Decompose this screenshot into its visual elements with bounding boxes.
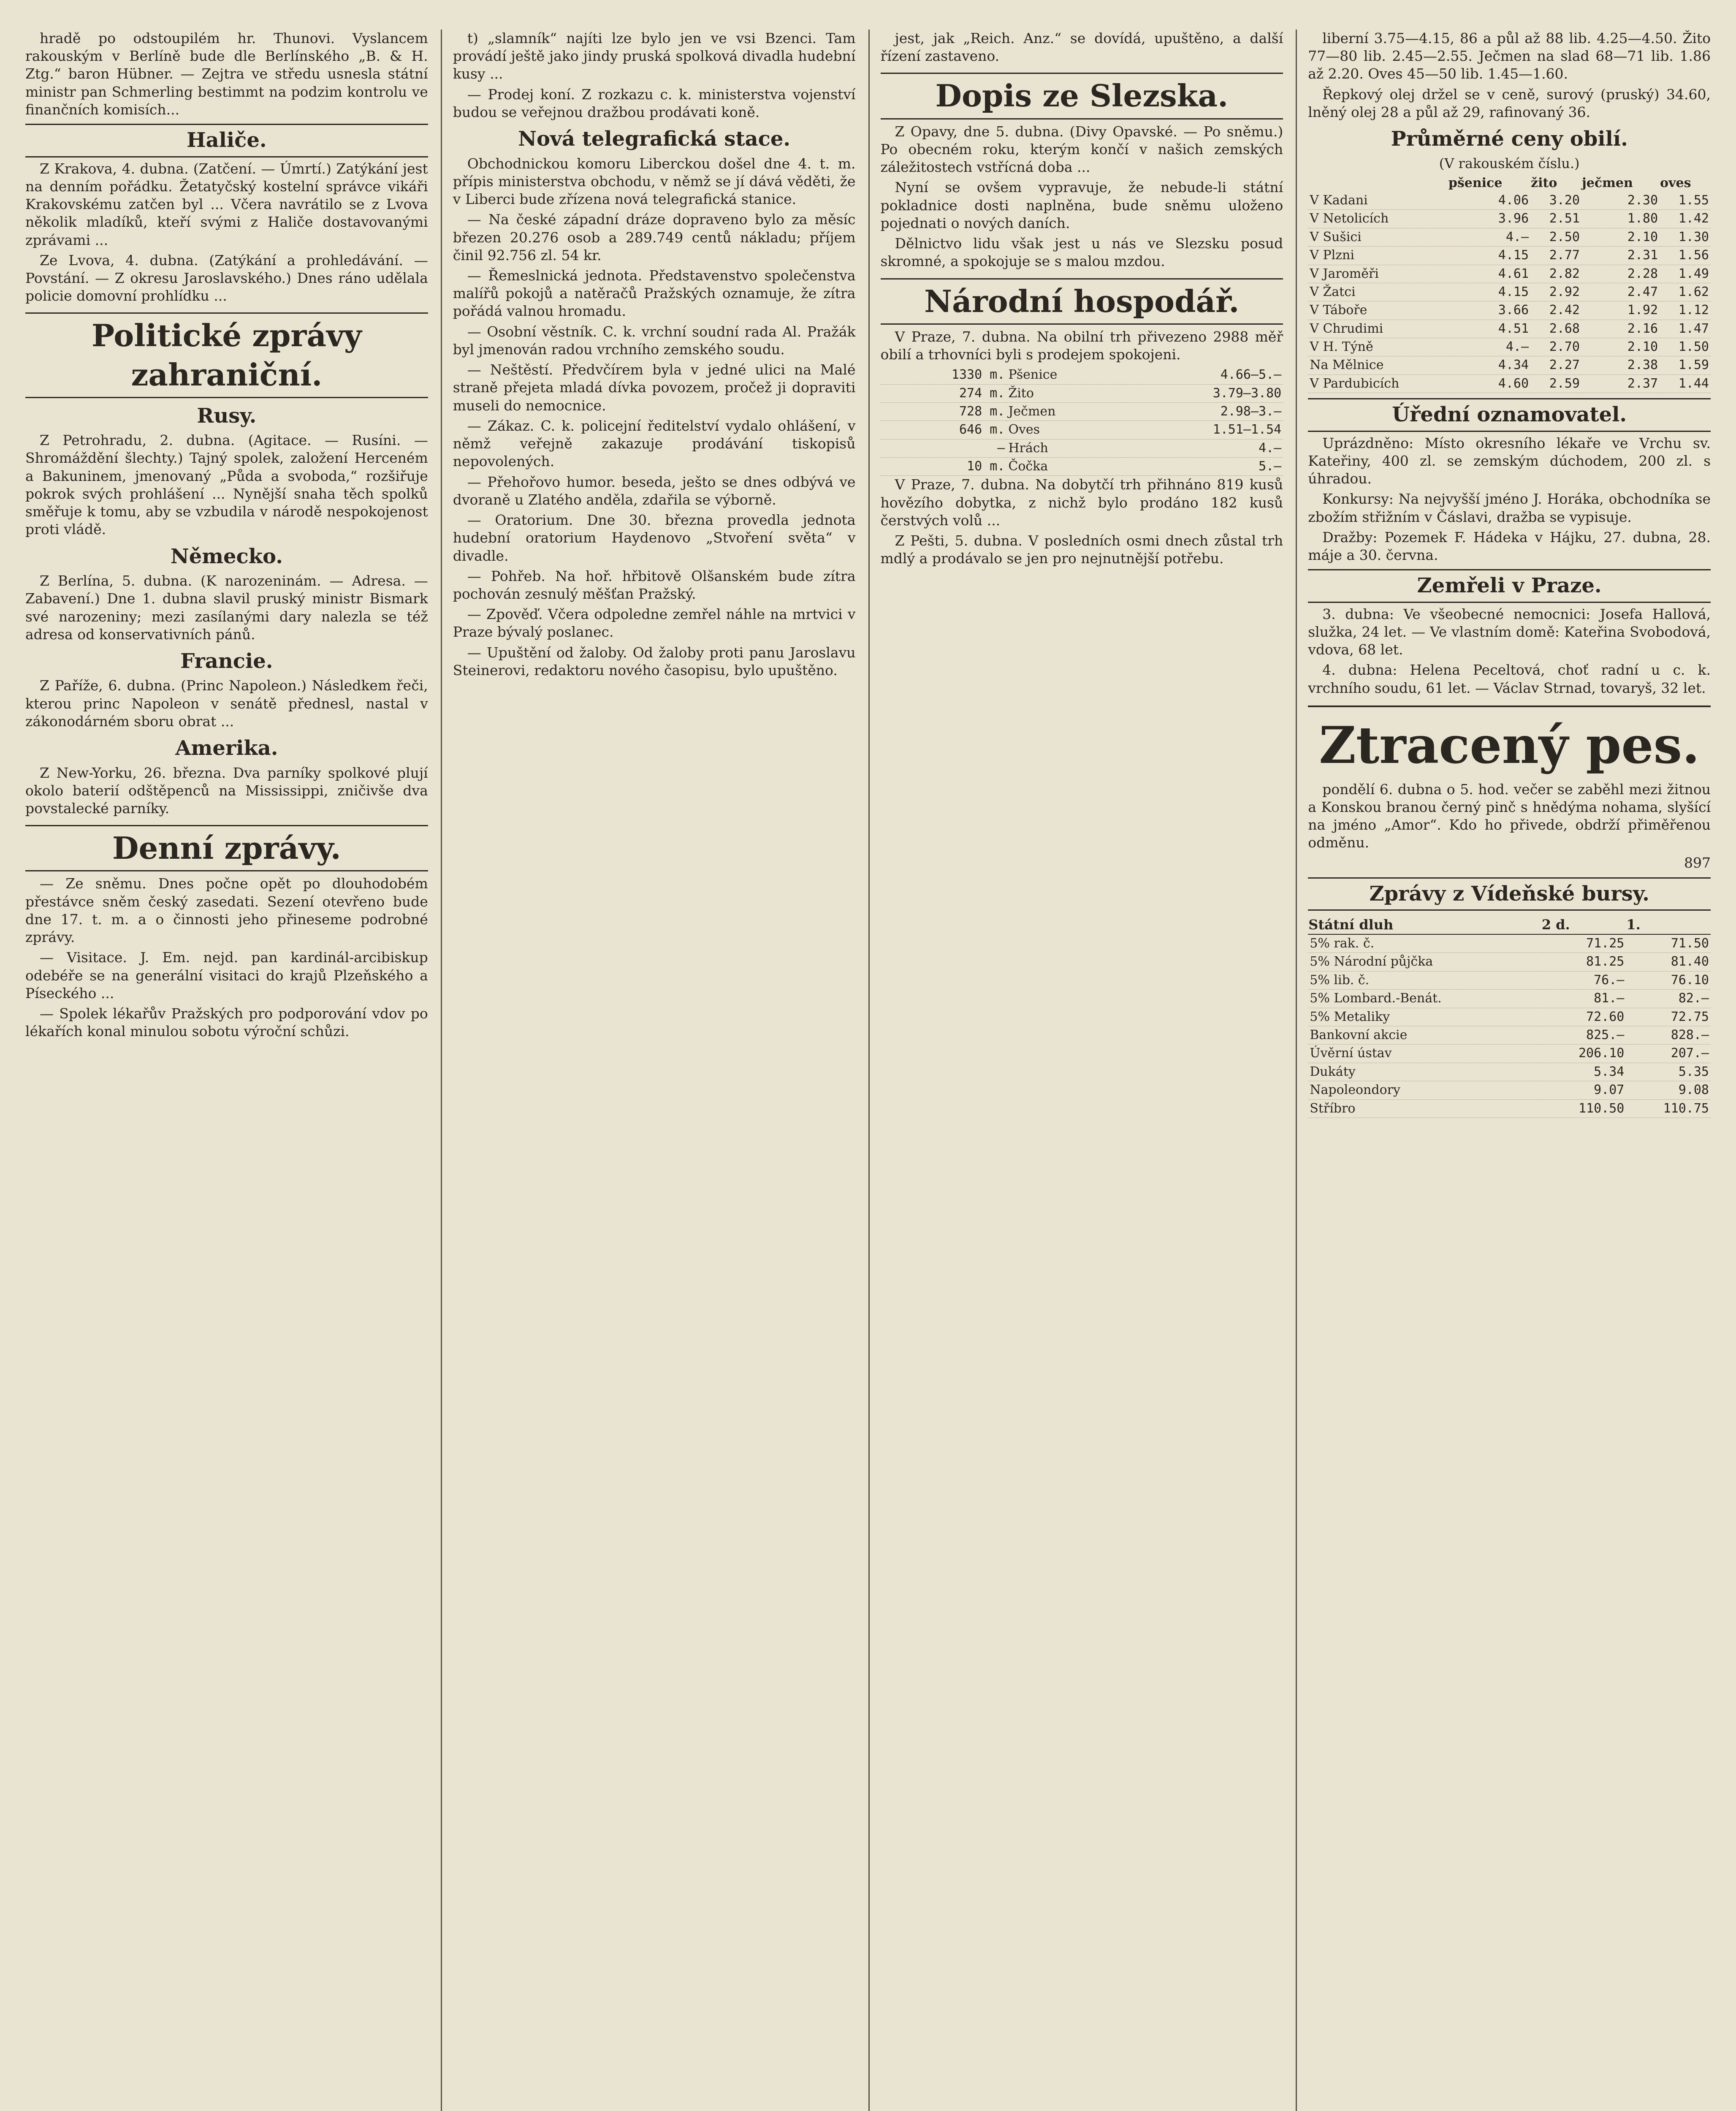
market-price: 3.79—3.80 bbox=[1123, 384, 1283, 402]
price-cell: 4.— bbox=[1448, 338, 1530, 356]
column-4 bbox=[1296, 30, 1711, 2111]
article-text: Z Opavy, dne 5. dubna. (Divy Opavské. — Po sněmu.) Po obecném roku, kterým končí v našich zemských záležitostech vstřícná doba ... bbox=[880, 123, 1283, 176]
town-cell: Na Mělnice bbox=[1308, 356, 1448, 374]
market-item: Pšenice bbox=[1006, 366, 1123, 384]
market-quantity: 728 m. bbox=[881, 402, 1007, 421]
price-cell: 1.12 bbox=[1660, 301, 1711, 320]
town-cell: V Sušici bbox=[1308, 228, 1448, 246]
town-cell: V Jaroměři bbox=[1308, 265, 1448, 283]
rate-cell: 9.08 bbox=[1626, 1081, 1711, 1099]
grain-price-table bbox=[1308, 175, 1711, 393]
table-row bbox=[1308, 1045, 1711, 1063]
price-cell: 2.31 bbox=[1581, 247, 1660, 265]
price-cell: 2.37 bbox=[1581, 374, 1660, 393]
town-cell: V Plzni bbox=[1308, 247, 1448, 265]
market-price: 4.66—5.— bbox=[1123, 366, 1283, 384]
price-cell: 1.55 bbox=[1660, 192, 1711, 210]
article-text: Z Petrohradu, 2. dubna. (Agitace. — Rusíni. — Shromáždění šlechty.) Tajný spolek, založení Herceném a Bakuninem, jmenovaný „Půda a svoboda,“ rozšiřuje pokrok svých prohlášení ... Nynější snaha těch spolků směřuje k tomu, aby se vzbudila v národě nespokojenost proti vládě. bbox=[25, 432, 428, 538]
section-heading: Haliče. bbox=[25, 124, 428, 157]
column-3 bbox=[868, 30, 1283, 2111]
section-heading: Národní hospodář. bbox=[881, 278, 1283, 325]
security-cell: Bankovní akcie bbox=[1308, 1026, 1541, 1045]
section-heading: Amerika. bbox=[175, 736, 278, 760]
column-header bbox=[1308, 175, 1448, 192]
article-text: Ze Lvova, 4. dubna. (Zatýkání a prohledávání. — Povstání. — Z okresu Jaroslavského.) Dnes ráno udělala policie domovní prohlídku ... bbox=[25, 252, 428, 304]
town-cell: V Žatci bbox=[1308, 283, 1448, 301]
price-cell: 2.10 bbox=[1581, 228, 1660, 246]
security-cell: Dukáty bbox=[1308, 1063, 1541, 1081]
rate-cell: 82.— bbox=[1626, 990, 1711, 1008]
price-cell: 1.56 bbox=[1660, 247, 1711, 265]
article-text: — Ze sněmu. Dnes počne opět po dlouhodobém přestávce sněm český zasedati. Sezení otevřeno bude dne 17. t. m. a o činnosti jeho přineseme podrobné zprávy. bbox=[25, 875, 428, 946]
rate-cell: 207.— bbox=[1626, 1045, 1711, 1063]
town-cell: V Táboře bbox=[1308, 301, 1448, 320]
town-cell: V H. Týně bbox=[1308, 338, 1448, 356]
column-1 bbox=[25, 30, 428, 2111]
advertisement-text: pondělí 6. dubna o 5. hod. večer se zaběhl mezi žitnou a Konskou branou černý pinč s hnědýma nohama, slyšící na jméno „Amor“. Kdo ho přivede, obdrží přiměřenou odměnu. bbox=[1308, 781, 1711, 851]
market-item: Ječmen bbox=[1006, 402, 1123, 421]
column-header: oves bbox=[1660, 175, 1691, 190]
market-price: 2.98—3.— bbox=[1123, 402, 1283, 421]
article-text: — Zpověď. Včera odpoledne zemřel náhle na mrtvici v Praze bývalý poslanec. bbox=[453, 606, 856, 640]
rate-cell: 72.60 bbox=[1541, 1008, 1626, 1026]
article-text: — Pohřeb. Na hoř. hřbitově Olšanském bude zítra pochován zesnulý měšťan Pražský. bbox=[453, 567, 856, 602]
column-header: 2 d. bbox=[1541, 916, 1626, 934]
price-cell: 4.60 bbox=[1448, 374, 1530, 393]
section-heading: Rusy. bbox=[197, 404, 257, 428]
section-heading: Denní zprávy. bbox=[25, 825, 428, 871]
exchange-table bbox=[1308, 916, 1711, 1118]
market-quantity: 274 m. bbox=[881, 384, 1007, 402]
price-cell: 1.80 bbox=[1581, 210, 1660, 228]
column-2 bbox=[441, 30, 856, 2111]
rate-cell: 81.— bbox=[1541, 990, 1626, 1008]
market-quantity: — bbox=[881, 439, 1007, 457]
article-text: 3. dubna: Ve všeobecné nemocnici: Josefa Hallová, služka, 24 let. — Ve vlastním domě: Kateřina Svobodová, vdova, 68 let. bbox=[1308, 605, 1711, 658]
price-cell: 2.47 bbox=[1581, 283, 1660, 301]
table-row bbox=[1308, 283, 1711, 301]
price-cell: 4.— bbox=[1448, 228, 1530, 246]
table-row bbox=[881, 402, 1283, 421]
table-row bbox=[1308, 1026, 1711, 1045]
price-cell: 2.28 bbox=[1581, 265, 1660, 283]
article-text: — Visitace. J. Em. nejd. pan kardinál-arcibiskup odebéře se na generální visitaci do krajů Plzeňského a Píseckého ... bbox=[25, 949, 428, 1001]
security-cell: Úvěrní ústav bbox=[1308, 1045, 1541, 1063]
article-text: Dělnictvo lidu však jest u nás ve Slezsku posud skromné, a spokojuje se s malou mzdou. bbox=[880, 235, 1283, 270]
columns bbox=[25, 30, 1711, 2111]
rate-cell: 206.10 bbox=[1541, 1045, 1626, 1063]
article-text: liberní 3.75—4.15, 86 a půl až 88 lib. 4.25—4.50. Žito 77—80 lib. 2.45—2.55. Ječmen na slad 68—71 lib. 1.86 až 2.20. Oves 45—50 lib. 1.45—1.60. bbox=[1308, 30, 1711, 82]
rate-cell: 110.75 bbox=[1626, 1099, 1711, 1118]
article-text: — Upuštění od žaloby. Od žaloby proti panu Jaroslavu Steinerovi, redaktoru nového časopisu, bylo upuštěno. bbox=[453, 644, 856, 678]
security-cell: Stříbro bbox=[1308, 1099, 1541, 1118]
price-cell: 1.62 bbox=[1660, 283, 1711, 301]
market-quantity: 646 m. bbox=[881, 421, 1007, 439]
price-cell: 3.96 bbox=[1448, 210, 1530, 228]
article-text: — Neštěstí. Předvčírem byla v jedné ulici na Malé straně přejeta mladá dívka povozem, pročež ji dopraviti museli do nemocnice. bbox=[453, 361, 856, 414]
rate-cell: 71.50 bbox=[1626, 934, 1711, 953]
price-cell: 1.47 bbox=[1660, 320, 1711, 338]
price-cell: 1.49 bbox=[1660, 265, 1711, 283]
market-item: Hrách bbox=[1006, 439, 1123, 457]
table-row bbox=[1308, 210, 1711, 228]
rate-cell: 81.40 bbox=[1626, 953, 1711, 971]
section-heading: Úřední oznamovatel. bbox=[1308, 398, 1711, 431]
table-row bbox=[1308, 971, 1711, 989]
price-cell: 2.70 bbox=[1530, 338, 1581, 356]
table-row bbox=[1308, 990, 1711, 1008]
article-text: V Praze, 7. dubna. Na obilní trh přivezeno 2988 měř obilí a trhovníci byli s prodejem spokojeni. bbox=[880, 328, 1283, 363]
price-cell: 2.51 bbox=[1530, 210, 1581, 228]
column-header: pšenice bbox=[1448, 175, 1503, 190]
security-cell: Napoleondory bbox=[1308, 1081, 1541, 1099]
price-cell: 2.77 bbox=[1530, 247, 1581, 265]
section-heading: Zemřeli v Praze. bbox=[1308, 569, 1711, 602]
table-row bbox=[1308, 1081, 1711, 1099]
security-cell: 5% rak. č. bbox=[1308, 934, 1541, 953]
price-cell: 4.61 bbox=[1448, 265, 1530, 283]
section-heading: Francie. bbox=[180, 649, 273, 673]
article-text: — Osobní věstník. C. k. vrchní soudní rada Al. Pražák byl jmenován radou vrchního zemského soudu. bbox=[453, 323, 856, 358]
rate-cell: 9.07 bbox=[1541, 1081, 1626, 1099]
price-cell: 4.06 bbox=[1448, 192, 1530, 210]
section-subheading: (V rakouském číslu.) bbox=[1439, 155, 1580, 171]
table-row bbox=[881, 421, 1283, 439]
table-row bbox=[1308, 265, 1711, 283]
price-cell: 1.59 bbox=[1660, 356, 1711, 374]
rate-cell: 110.50 bbox=[1541, 1099, 1626, 1118]
section-heading: Průměrné ceny obilí. bbox=[1391, 127, 1628, 151]
price-cell: 2.59 bbox=[1530, 374, 1581, 393]
market-item: Oves bbox=[1006, 421, 1123, 439]
table-row bbox=[1308, 934, 1711, 953]
article-text: — Zákaz. C. k. policejní ředitelství vydalo ohlášení, v němž veřejně zakazuje prodávání tiskopisů nepovolených. bbox=[453, 417, 856, 470]
market-quantity: 10 m. bbox=[881, 458, 1007, 476]
price-cell: 2.42 bbox=[1530, 301, 1581, 320]
table-row bbox=[1308, 1008, 1711, 1026]
price-cell: 2.68 bbox=[1530, 320, 1581, 338]
town-cell: V Netolicích bbox=[1308, 210, 1448, 228]
article-text: Z Berlína, 5. dubna. (K narozeninám. — Adresa. — Zabavení.) Dne 1. dubna slavil pruský ministr Bismark své narozeniny; mezi zasílanými dary nalezla se též adresa od konservativních pánů. bbox=[25, 573, 428, 643]
table-row bbox=[881, 384, 1283, 402]
table-row bbox=[1308, 1063, 1711, 1081]
section-heading: Politické zprávy zahraniční. bbox=[25, 312, 428, 398]
market-price: 1.51—1.54 bbox=[1123, 421, 1283, 439]
table-row bbox=[1308, 301, 1711, 320]
article-text: 4. dubna: Helena Peceltová, choť radní u c. k. vrchního soudu, 61 let. — Václav Strnad, tovaryš, 32 let. bbox=[1308, 662, 1711, 696]
article-text: jest, jak „Reich. Anz.“ se dovídá, upuštěno, a další řízení zastaveno. bbox=[880, 30, 1283, 65]
article-text: — Řemeslnická jednota. Představenstvo společenstva malířů pokojů a natěračů Pražských oznamuje, že zítra pořádá valnou hromadu. bbox=[453, 267, 856, 320]
market-price: 5.— bbox=[1123, 458, 1283, 476]
price-cell: 2.30 bbox=[1581, 192, 1660, 210]
rate-cell: 76.10 bbox=[1626, 971, 1711, 989]
article-text: Z New-Yorku, 26. března. Dva parníky spolkové plují okolo baterií odštěpenců na Mississippi, zničivše dva povstalecké parníky. bbox=[25, 764, 428, 817]
price-cell: 2.92 bbox=[1530, 283, 1581, 301]
rate-cell: 5.34 bbox=[1541, 1063, 1626, 1081]
price-cell: 1.42 bbox=[1660, 210, 1711, 228]
article-text: Uprázdněno: Místo okresního lékaře ve Vrchu sv. Kateřiny, 400 zl. se zemským dúchodem, 200 zl. s úhradou. bbox=[1308, 434, 1711, 487]
column-header: ječmen bbox=[1581, 175, 1633, 190]
section-heading: Dopis ze Slezska. bbox=[881, 73, 1283, 119]
market-item: Čočka bbox=[1006, 458, 1123, 476]
article-text: — Spolek lékařův Pražských pro podporování vdov po lékařích konal minulou sobotu výroční schůzi. bbox=[25, 1005, 428, 1040]
security-cell: 5% Národní půjčka bbox=[1308, 953, 1541, 971]
article-text: Řepkový olej držel se v ceně, surový (pruský) 34.60, lněný olej 28 a půl až 29, rafinovaný 36. bbox=[1308, 86, 1711, 120]
table-row bbox=[1308, 320, 1711, 338]
column-header: 1. bbox=[1626, 916, 1711, 934]
table-row bbox=[881, 458, 1283, 476]
column-header: žito bbox=[1531, 175, 1557, 190]
price-cell: 4.34 bbox=[1448, 356, 1530, 374]
price-cell: 1.30 bbox=[1660, 228, 1711, 246]
price-cell: 4.15 bbox=[1448, 247, 1530, 265]
price-cell: 3.66 bbox=[1448, 301, 1530, 320]
security-cell: 5% Metaliky bbox=[1308, 1008, 1541, 1026]
rate-cell: 71.25 bbox=[1541, 934, 1626, 953]
price-cell: 4.15 bbox=[1448, 283, 1530, 301]
table-row bbox=[1308, 953, 1711, 971]
section-heading: Německo. bbox=[170, 544, 283, 568]
advertisement-number: 897 bbox=[1684, 855, 1711, 871]
article-text: t) „slamník“ najíti lze bylo jen ve vsi Bzenci. Tam provádí ještě jako jindy pruská spolková divadla hudební kusy ... bbox=[453, 30, 856, 82]
article-text: Z Pešti, 5. dubna. V posledních osmi dnech zůstal trh mdlý a prodávalo se jen pro nejnutnější potřebu. bbox=[880, 532, 1283, 567]
price-cell: 1.50 bbox=[1660, 338, 1711, 356]
table-row bbox=[1308, 356, 1711, 374]
rate-cell: 828.— bbox=[1626, 1026, 1711, 1045]
price-cell: 1.92 bbox=[1581, 301, 1660, 320]
section-heading: Zprávy z Vídeňské bursy. bbox=[1308, 877, 1711, 911]
article-text: Nyní se ovšem vypravuje, že nebude-li státní pokladnice dosti naplněna, bude sněmu uloženo pojednati o nových daních. bbox=[880, 179, 1283, 231]
column-header: Státní dluh bbox=[1308, 916, 1541, 934]
price-cell: 2.27 bbox=[1530, 356, 1581, 374]
table-row bbox=[1308, 374, 1711, 393]
market-item: Žito bbox=[1006, 384, 1123, 402]
article-text: Z Krakova, 4. dubna. (Zatčení. — Úmrtí.) Zatýkání jest na denním pořádku. Žetatyčský kostelní správce vikáři Krakovskému zatčen byl ... Včera navrátilo se z Lvova několik mladíků, kteří svými z Haliče dostavovanými zprávami ... bbox=[25, 160, 428, 248]
article-text: — Na české západní dráze dopraveno bylo za měsíc březen 20.276 osob a 289.749 centů nákladu; příjem činil 92.756 zl. 54 kr. bbox=[453, 211, 856, 263]
table-row bbox=[881, 366, 1283, 384]
article-text: — Prodej koní. Z rozkazu c. k. ministerstva vojenství budou se veřejnou dražbou prodávati koně. bbox=[453, 86, 856, 120]
town-cell: V Chrudimi bbox=[1308, 320, 1448, 338]
article-text: — Přehořovo humor. beseda, ješto se dnes odbývá ve dvoraně u Zlatého anděla, zdařila se výborně. bbox=[453, 473, 856, 508]
table-row bbox=[1308, 1099, 1711, 1118]
table-row bbox=[1308, 247, 1711, 265]
security-cell: 5% Lombard.-Benát. bbox=[1308, 990, 1541, 1008]
price-cell: 2.82 bbox=[1530, 265, 1581, 283]
article-text: V Praze, 7. dubna. Na dobytčí trh přihnáno 819 kusů hovězího dobytka, z nichž bylo prodáno 182 kusů čerstvých volů ... bbox=[880, 476, 1283, 529]
rate-cell: 5.35 bbox=[1626, 1063, 1711, 1081]
rate-cell: 76.— bbox=[1541, 971, 1626, 989]
section-heading: Nová telegrafická stace. bbox=[518, 127, 791, 151]
article-text: hradě po odstoupilém hr. Thunovi. Vyslancem rakouským v Berlíně bude dle Berlínského „B. & H. Ztg.“ baron Hübner. — Zejtra ve středu usnesla státní ministr pan Schmerling bestimmt na podzim kontrolu ve finančních komisích... bbox=[25, 30, 428, 118]
security-cell: 5% lib. č. bbox=[1308, 971, 1541, 989]
rate-cell: 825.— bbox=[1541, 1026, 1626, 1045]
market-price: 4.— bbox=[1123, 439, 1283, 457]
price-cell: 1.44 bbox=[1660, 374, 1711, 393]
rate-cell: 81.25 bbox=[1541, 953, 1626, 971]
article-text: Obchodnickou komoru Liberckou došel dne 4. t. m. přípis ministerstva obchodu, v němž se jí dává věděti, že v Liberci bude zřízena nová telegrafická stanice. bbox=[453, 155, 856, 208]
price-cell: 2.10 bbox=[1581, 338, 1660, 356]
article-text: — Oratorium. Dne 30. března provedla jednota hudební oratorium Haydenovo „Stvoření světa“ v divadle. bbox=[453, 512, 856, 564]
rate-cell: 72.75 bbox=[1626, 1008, 1711, 1026]
market-quantity: 1330 m. bbox=[881, 366, 1007, 384]
market-table bbox=[881, 366, 1283, 476]
article-text: Dražby: Pozemek F. Hádeka v Hájku, 27. dubna, 28. máje a 30. června. bbox=[1308, 529, 1711, 564]
article-text: Z Paříže, 6. dubna. (Princ Napoleon.) Následkem řeči, kterou princ Napoleon v senátě přednesl, nastal v zákonodárném sboru obrat ... bbox=[25, 677, 428, 730]
town-cell: V Pardubicích bbox=[1308, 374, 1448, 393]
table-row bbox=[1308, 338, 1711, 356]
table-row bbox=[1308, 228, 1711, 246]
price-cell: 4.51 bbox=[1448, 320, 1530, 338]
price-cell: 2.38 bbox=[1581, 356, 1660, 374]
price-cell: 2.50 bbox=[1530, 228, 1581, 246]
advertisement-title: Ztracený pes. bbox=[1308, 705, 1711, 778]
price-cell: 3.20 bbox=[1530, 192, 1581, 210]
price-cell: 2.16 bbox=[1581, 320, 1660, 338]
table-row bbox=[881, 439, 1283, 457]
article-text: Konkursy: Na nejvyšší jméno J. Horáka, obchodníka se zbožím střižním v Čáslavi, dražba se vypisuje. bbox=[1308, 491, 1711, 525]
table-row bbox=[1308, 192, 1711, 210]
town-cell: V Kadani bbox=[1308, 192, 1448, 210]
